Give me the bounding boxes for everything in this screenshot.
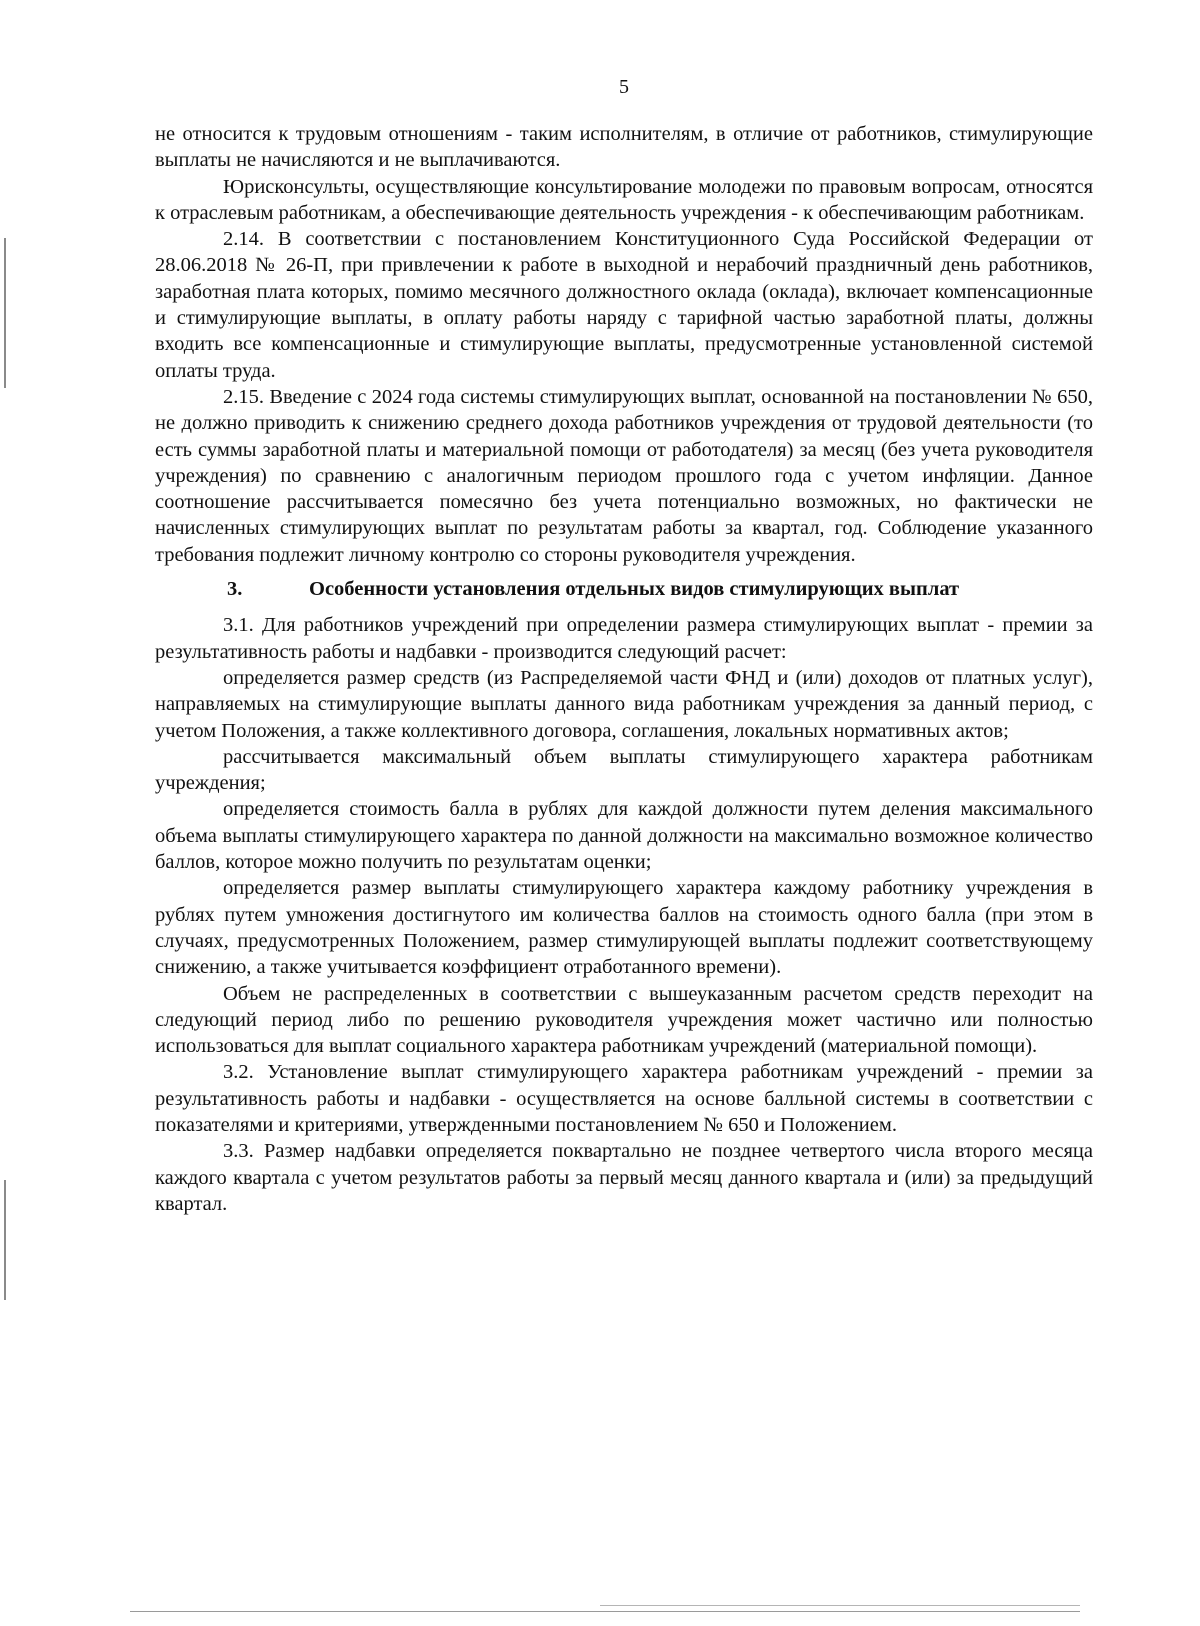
section-number: 3. [227,578,243,601]
paragraph: 2.14. В соответствии с постановлением Конституционного Суда Российской Федерации от 28.06.2018 № 26-П, при привлечении к работе в выходной и нерабочий праздничный день работников, заработная плата которых, помимо месячного должностного оклада (оклада), включает компенсационные и стимулирующие выплаты, в оплату работы наряду с тарифной частью заработной платы, должны входить все компенсационные и стимулирующие выплаты, предусмотренные установленной системой оплаты труда. [155,228,1093,382]
paragraph: Объем не распределенных в соответствии с вышеуказанным расчетом средств переходит на следующий период либо по решению руководителя учреждения может частично или полностью использоваться для выплат социального характера работникам учреждений (материальной помощи). [155,982,1093,1058]
paragraph: 3.1. Для работников учреждений при определении размера стимулирующих выплат - премии за результативность работы и надбавки - производится следующий расчет: [155,614,1093,663]
paragraph: 3.2. Установление выплат стимулирующего характера работникам учреждений - премии за результативность работы и надбавки - осуществляется на основе балльной системы в соответствии с показателями и критериями, утвержденными постановлением № 650 и Положением. [155,1061,1093,1136]
paragraph: 3.3. Размер надбавки определяется поквартально не позднее четвертого числа второго месяца каждого квартала с учетом результатов работы за первый месяц данного квартала и (или) за предыдущий квартал. [155,1140,1093,1215]
document-body [155,121,1093,1217]
paragraph: Юрисконсульты, осуществляющие консультирование молодежи по правовым вопросам, относятся к отраслевым работникам, а обеспечивающие деятельность учреждения - к обеспечивающим работникам. [155,175,1093,224]
page-number: 5 [619,76,629,98]
list-item: определяется стоимость балла в рублях для каждой должности путем деления максимального объема выплаты стимулирующего характера по данной должности на максимально возможное количество баллов, которое можно получить по результатам оценки; [155,798,1093,874]
section-heading [155,576,1093,602]
list-item: рассчитывается максимальный объем выплаты стимулирующего характера работникам учреждения; [155,745,1093,795]
scan-edge-mark [4,238,6,388]
paragraph: не относится к трудовым отношениям - таким исполнителям, в отличие от работников, стимулирующие выплаты не начисляются и не выплачиваются. [155,123,1093,172]
scan-edge-mark [4,1180,6,1300]
section-title: Особенности установления отдельных видов стимулирующих выплат [309,578,960,601]
paragraph: 2.15. Введение с 2024 года системы стимулирующих выплат, основанной на постановлении № 650, не должно приводить к снижению среднего дохода работников учреждения от трудовой деятельности (то есть суммы заработной платы и материальной помощи от работодателя) за месяц (без учета руководителя учреждения) по сравнению с аналогичным периодом прошлого года с учетом инфляции. Данное соотношение рассчитывается помесячно без учета потенциально возможных, но фактически не начисленных стимулирующих выплат по результатам работы за квартал, год. Соблюдение указанного требования подлежит личному контролю со стороны руководителя учреждения. [155,385,1093,566]
list-item: определяется размер средств (из Распределяемой части ФНД и (или) доходов от платных услуг), направляемых на стимулирующие выплаты данного вида работникам учреждения за данный период, с учетом Положения, а также коллективного договора, соглашения, локальных нормативных актов; [155,666,1093,742]
list-item: определяется размер выплаты стимулирующего характера каждому работнику учреждения в рублях путем умножения достигнутого им количества баллов на стоимость одного балла (при этом в случаях, предусмотренных Положением, размер стимулирующей выплаты подлежит соответствующему снижению, а также учитывается коэффициент отработанного времени). [155,877,1093,979]
scan-bottom-line [130,1611,1080,1612]
scan-bottom-line [600,1605,1080,1606]
